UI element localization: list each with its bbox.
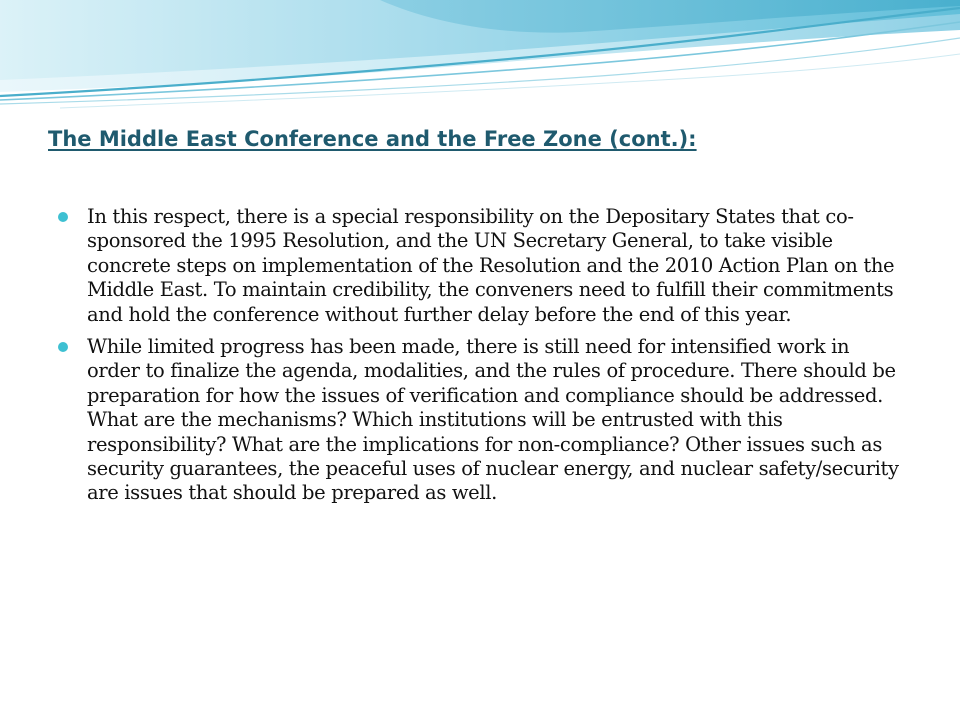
bullet-list [56, 205, 906, 514]
list-item [56, 335, 906, 506]
bullet-text: In this respect, there is a special responsibility on the Depositary States that co-sponsored the 1995 Resolution, and the UN Secretary General, to take visible concrete steps on implementation of the Resolution and the 2010 Action Plan on the Middle East. To maintain credibility, the conveners need to fulfill their commitments and hold the conference without further delay before the end of this year. [87, 205, 895, 326]
bullet-text: While limited progress has been made, there is still need for intensified work in order to finalize the agenda, modalities, and the rules of procedure. There should be preparation for how the issues of verification and compliance should be addressed. What are the mechanisms? Which institutions will be entrusted with this responsibility? What are the implications for non-compliance? Other issues such as security guarantees, the peaceful uses of nuclear energy, and nuclear safety/security are issues that should be prepared as well. [87, 335, 899, 505]
page-title: The Middle East Conference and the Free Zone (cont.): [48, 127, 697, 151]
list-item [56, 205, 906, 327]
bullet-dot-icon [58, 212, 68, 222]
wave-header-decoration [0, 0, 960, 110]
bullet-dot-icon [58, 342, 68, 352]
